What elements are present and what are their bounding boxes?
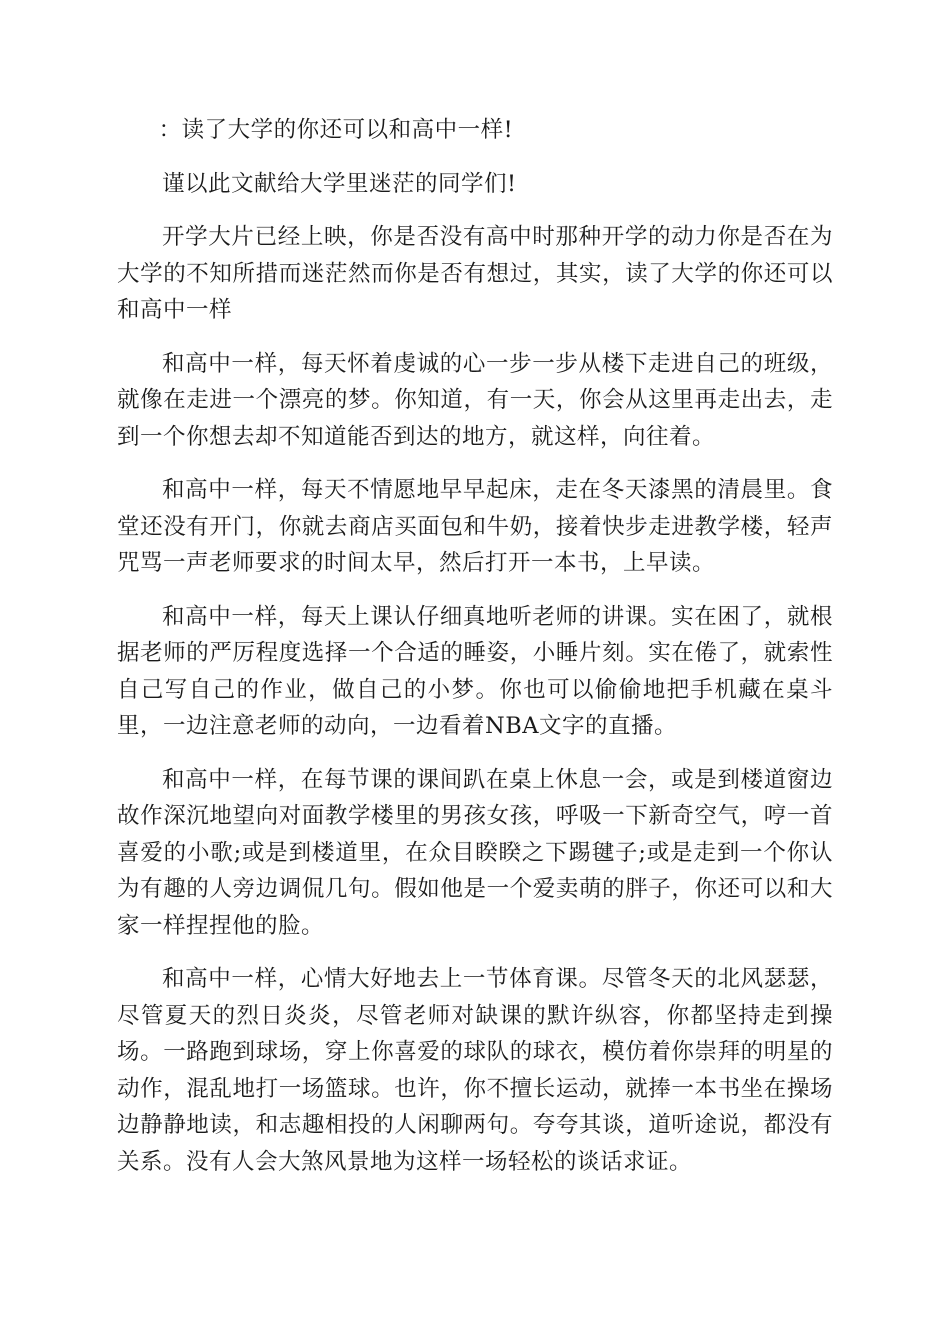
paragraph-intro: 开学大片已经上映，你是否没有高中时那种开学的动力你是否在为大学的不知所措而迷茫然而你是否有想过，其实，读了大学的你还可以和高中一样: [117, 224, 833, 323]
paragraph-break: 和高中一样，在每节课的课间趴在桌上休息一会，或是到楼道窗边故作深沉地望向对面教学楼里的男孩女孩，呼吸一下新奇空气，哼一首喜爱的小歌;或是到楼道里，在众目睽睽之下踢毽子;或是走到一个你认为有趣的人旁边调侃几句。假如他是一个爱卖萌的胖子，你还可以和大家一样捏捏他的脸。: [117, 766, 833, 939]
paragraph-lecture: 和高中一样，每天上课认仔细真地听老师的讲课。实在困了，就根据老师的严厉程度选择一个合适的睡姿，小睡片刻。实在倦了，就索性自己写自己的作业，做自己的小梦。你也可以偷偷地把手机藏在桌斗里，一边注意老师的动向，一边看着NBA文字的直播。: [117, 603, 833, 739]
dedication-line: 谨以此文献给大学里迷茫的同学们!: [162, 170, 517, 197]
paragraph-pe-class: 和高中一样，心情大好地去上一节体育课。尽管冬天的北风瑟瑟，尽管夏天的烈日炎炎，尽管老师对缺课的默许纵容，你都坚持走到操场。一路跑到球场，穿上你喜爱的球队的球衣，模仿着你崇拜的明星的动作，混乱地打一场篮球。也许，你不擅长运动，就捧一本书坐在操场边静静地读，和志趣相投的人闲聊两句。夸夸其谈，道听途说，都没有关系。没有人会大煞风景地为这样一场轻松的谈话求证。: [117, 966, 833, 1175]
article-title-line: ：读了大学的你还可以和高中一样!: [158, 117, 514, 143]
paragraph-morning: 和高中一样，每天不情愿地早早起床，走在冬天漆黑的清晨里。食堂还没有开门，你就去商店买面包和牛奶，接着快步走进教学楼，轻声咒骂一声老师要求的时间太早，然后打开一本书，上早读。: [117, 477, 833, 576]
article-body: [117, 112, 833, 1197]
paragraph-classroom: 和高中一样，每天怀着虔诚的心一步一步从楼下走进自己的班级，就像在走进一个漂亮的梦。你知道，有一天，你会从这里再走出去，走到一个你想去却不知道能否到达的地方，就这样，向往着。: [117, 350, 833, 450]
